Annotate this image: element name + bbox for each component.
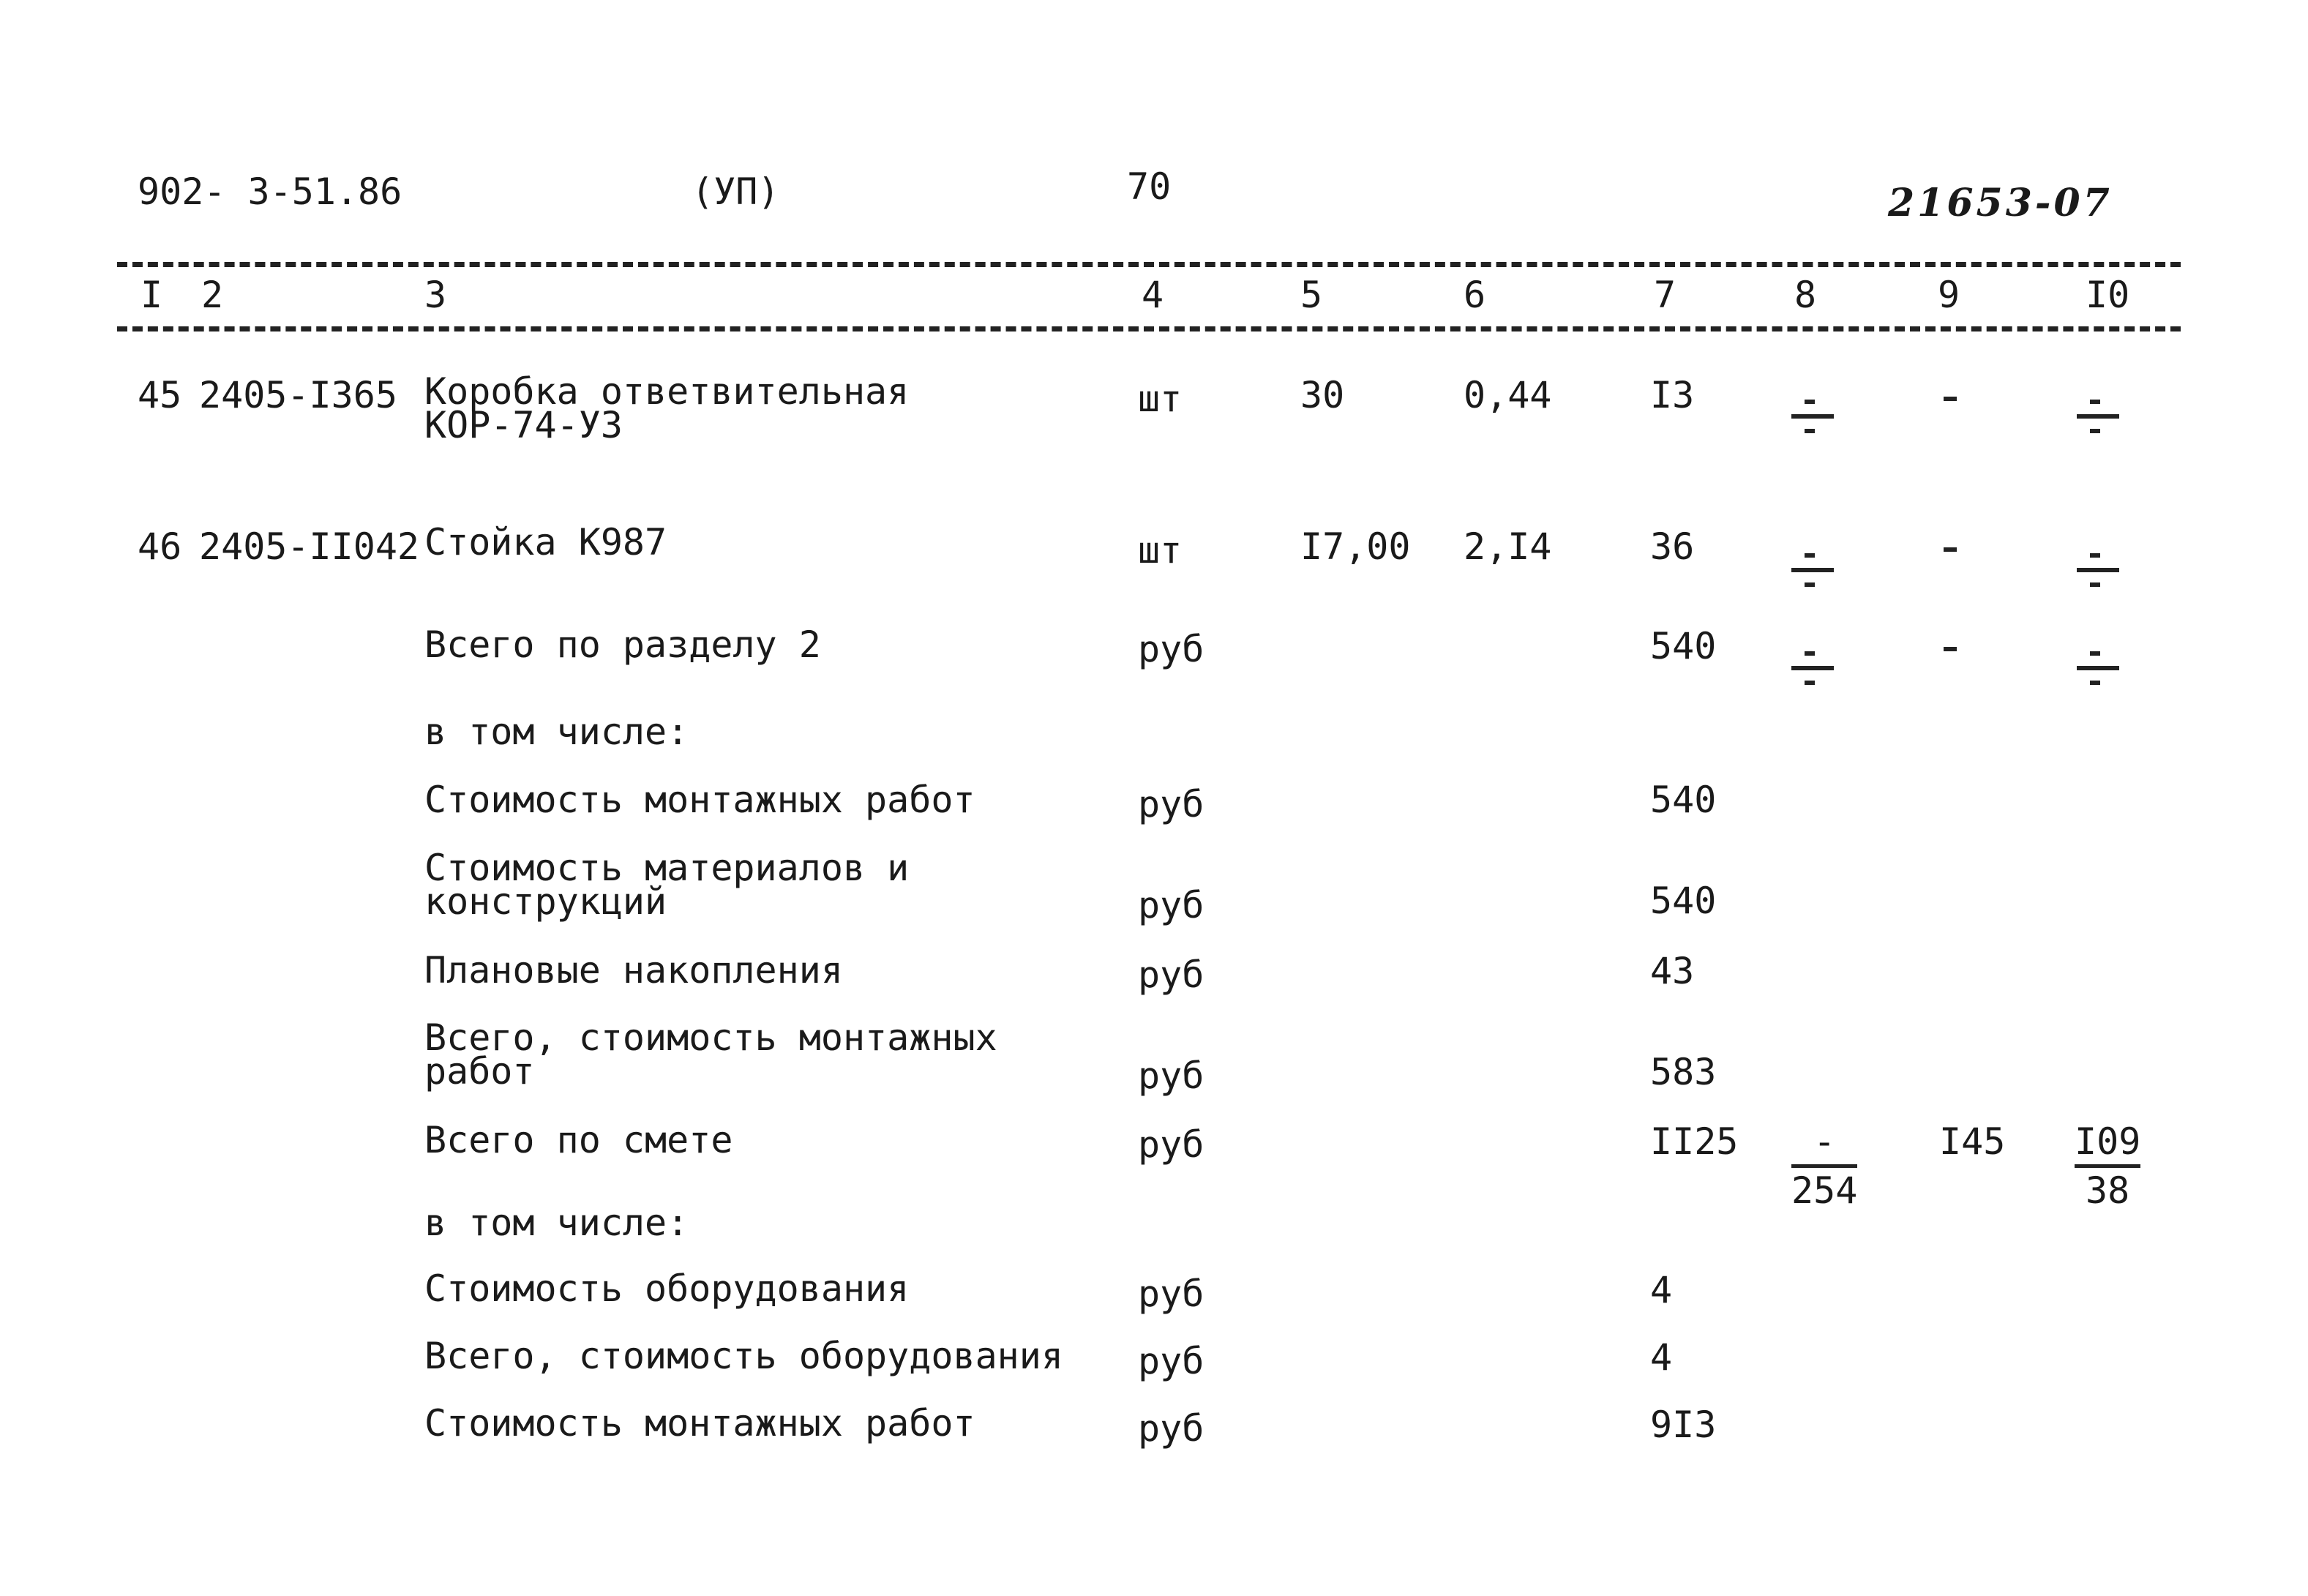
row-total: 540 bbox=[1650, 880, 1717, 922]
header-bottom-rule bbox=[117, 326, 2181, 331]
column-header-6: 6 bbox=[1464, 274, 1486, 316]
row-total: 9I3 bbox=[1650, 1404, 1717, 1446]
fraction-numerator: I09 bbox=[2075, 1120, 2141, 1163]
row-unit: руб bbox=[1138, 1340, 1204, 1382]
row-col8-fraction bbox=[1791, 1120, 1858, 1212]
row-col10-dash-fraction bbox=[2077, 547, 2121, 591]
row-description: Стоимость оборудования bbox=[424, 1267, 910, 1310]
row-total: 43 bbox=[1650, 950, 1695, 992]
row-total: 4 bbox=[1650, 1336, 1673, 1379]
header-top-rule bbox=[117, 262, 2181, 267]
row-total: II25 bbox=[1650, 1120, 1739, 1163]
row-col9-value: I45 bbox=[1939, 1120, 2006, 1163]
row-code: 2405-II042 bbox=[199, 525, 420, 568]
fraction-bar bbox=[2075, 1164, 2140, 1168]
row-unit: руб bbox=[1138, 783, 1204, 825]
column-header-7: 7 bbox=[1654, 274, 1676, 316]
column-header-5: 5 bbox=[1300, 274, 1323, 316]
column-header-10: I0 bbox=[2086, 274, 2130, 316]
row-total: 583 bbox=[1650, 1051, 1717, 1093]
document-mark: (УП) bbox=[692, 171, 780, 213]
row-unit: шт bbox=[1138, 378, 1183, 420]
row-quantity: I7,00 bbox=[1300, 525, 1411, 568]
row-unit: руб bbox=[1138, 1123, 1204, 1166]
row-description: Коробка ответвительная КОР-74-У3 bbox=[424, 370, 910, 446]
row-total: I3 bbox=[1650, 374, 1695, 416]
row-unit: шт bbox=[1138, 529, 1183, 572]
row-col9-dash bbox=[1944, 547, 1957, 552]
column-header-1: I bbox=[140, 274, 163, 316]
row-unit: руб bbox=[1138, 1273, 1204, 1315]
row-unit: руб bbox=[1138, 628, 1204, 670]
row-description: Стоимость монтажных работ bbox=[424, 1402, 975, 1445]
row-col9-dash bbox=[1944, 397, 1957, 401]
row-col8-dash-fraction bbox=[1791, 394, 1835, 438]
column-header-2: 2 bbox=[201, 274, 224, 316]
page-number: 70 bbox=[1127, 165, 1172, 208]
row-code: 2405-I365 bbox=[199, 374, 397, 416]
row-col8-dash-fraction bbox=[1791, 547, 1835, 591]
row-description: Плановые накопления bbox=[424, 949, 843, 992]
row-unit: руб bbox=[1138, 884, 1204, 926]
row-total: 4 bbox=[1650, 1269, 1673, 1311]
fraction-numerator: - bbox=[1813, 1120, 1836, 1163]
row-description: Всего, стоимость оборудования bbox=[424, 1335, 1063, 1377]
column-header-3: 3 bbox=[424, 274, 447, 316]
row-col8-dash-fraction bbox=[1791, 645, 1835, 689]
row-number: 45 bbox=[138, 374, 182, 416]
row-col10-dash-fraction bbox=[2077, 394, 2121, 438]
row-description: Всего по смете bbox=[424, 1119, 733, 1161]
inventory-number: 21653-07 bbox=[1888, 181, 2113, 225]
row-unit: руб bbox=[1138, 1054, 1204, 1097]
column-header-8: 8 bbox=[1794, 274, 1817, 316]
row-total: 540 bbox=[1650, 625, 1717, 667]
row-total: 36 bbox=[1650, 525, 1695, 568]
row-col9-dash bbox=[1944, 647, 1957, 651]
row-description: Всего по разделу 2 bbox=[424, 623, 821, 666]
subsection-label: в том числе: bbox=[424, 1202, 689, 1244]
column-header-4: 4 bbox=[1142, 274, 1164, 316]
row-col10-fraction bbox=[2075, 1120, 2141, 1212]
column-header-9: 9 bbox=[1938, 274, 1960, 316]
row-description: Стоимость монтажных работ bbox=[424, 779, 975, 821]
row-unit: руб bbox=[1138, 954, 1204, 996]
row-quantity: 30 bbox=[1300, 374, 1345, 416]
row-description: Стоимость материалов и конструкций bbox=[424, 847, 910, 923]
row-unit-price: 0,44 bbox=[1464, 374, 1552, 416]
fraction-bar bbox=[1791, 1164, 1857, 1168]
fraction-denominator: 254 bbox=[1791, 1169, 1858, 1212]
subsection-label: в том числе: bbox=[424, 711, 689, 753]
row-unit-price: 2,I4 bbox=[1464, 525, 1552, 568]
row-unit: руб bbox=[1138, 1407, 1204, 1450]
fraction-denominator: 38 bbox=[2086, 1169, 2130, 1212]
row-col10-dash-fraction bbox=[2077, 645, 2121, 689]
row-number: 46 bbox=[138, 525, 182, 568]
document-code: 902- 3-51.86 bbox=[138, 171, 402, 213]
row-description: Всего, стоимость монтажных работ bbox=[424, 1016, 997, 1093]
row-total: 540 bbox=[1650, 779, 1717, 821]
row-description: Стойка К987 bbox=[424, 521, 667, 563]
